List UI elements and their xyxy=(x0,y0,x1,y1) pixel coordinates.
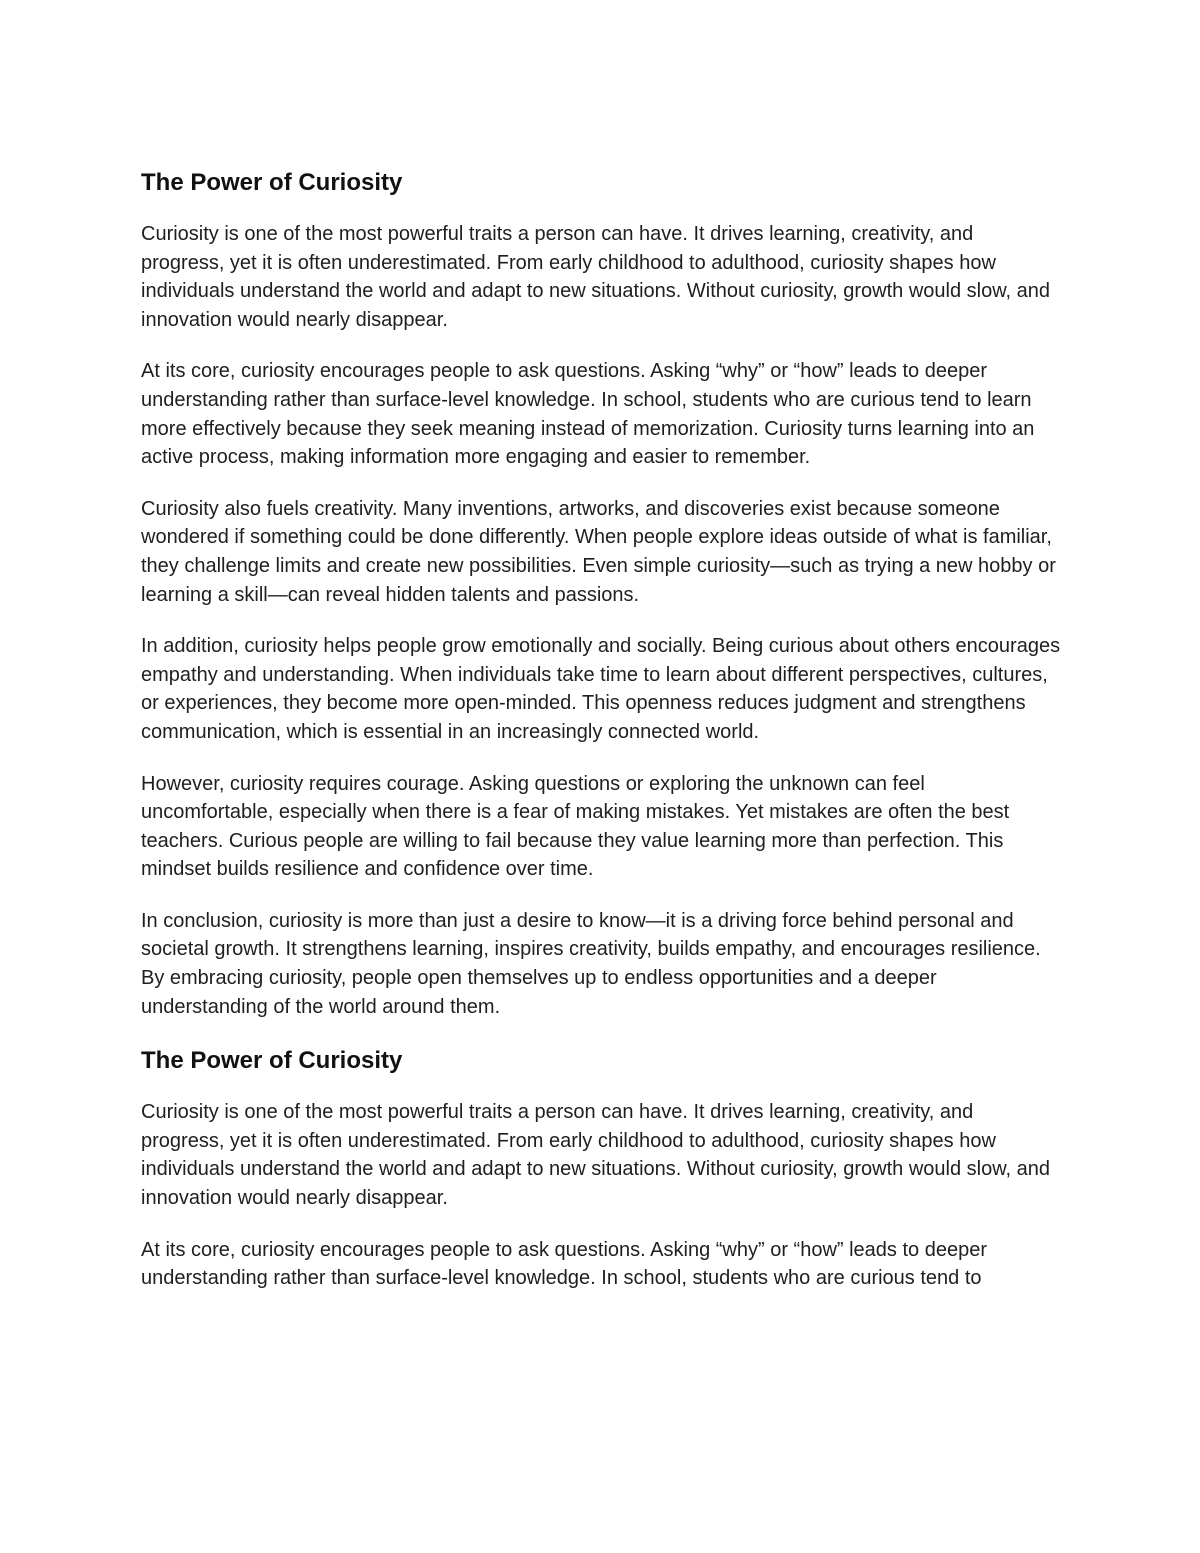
paragraph-emotional-growth: In addition, curiosity helps people grow emotionally and socially. Being curious about others encourages empathy and understanding. When individuals take time to learn about different perspectives, cultures, or experiences, they become more open-minded. This openness reduces judgment and strengthens communication, which is essential in an increasingly connected world. xyxy=(141,635,1061,743)
paragraph-creativity: Curiosity also fuels creativity. Many inventions, artworks, and discoveries exist because someone wondered if something could be done differently. When people explore ideas outside of what is familiar, they challenge limits and create new possibilities. Even simple curiosity—such as trying a new hobby or learning a skill—can reveal hidden talents and passions. xyxy=(141,497,1056,606)
essay-section-1 xyxy=(141,166,1061,1021)
paragraph-courage: However, curiosity requires courage. Asking questions or exploring the unknown can feel uncomfortable, especially when there is a fear of making mistakes. Yet mistakes are often the best teachers. Curious people are willing to fail because they value learning more than perfection. This mindset builds resilience and confidence over time. xyxy=(141,772,1010,881)
paragraph-questions: At its core, curiosity encourages people to ask questions. Asking “why” or “how” leads to deeper understanding rather than surface-level knowledge. In school, students who are curious tend to learn more effectively because they seek meaning instead of memorization. Curiosity turns learning into an active process, making information more engaging and easier to remember. xyxy=(141,360,1035,469)
essay-title-repeat: The Power of Curiosity xyxy=(141,1047,403,1075)
essay-title: The Power of Curiosity xyxy=(141,169,403,196)
paragraph-intro-repeat: Curiosity is one of the most powerful traits a person can have. It drives learning, creativity, and progress, yet it is often underestimated. From early childhood to adulthood, curiosity shapes how individuals understand the world and adapt to new situations. Without curiosity, growth would slow, and innovation would nearly disappear. xyxy=(141,1101,1051,1210)
document-body xyxy=(141,166,1061,1316)
paragraph-questions-repeat: At its core, curiosity encourages people to ask questions. Asking “why” or “how” leads to deeper understanding rather than surface-level knowledge. In school, students who are curious tend to xyxy=(141,1238,987,1290)
paragraph-conclusion: In conclusion, curiosity is more than just a desire to know—it is a driving force behind personal and societal growth. It strengthens learning, inspires creativity, builds empathy, and encourages resilience. By embracing curiosity, people open themselves up to endless opportunities and a deeper understanding of the world around them. xyxy=(141,909,1041,1018)
paragraph-intro: Curiosity is one of the most powerful traits a person can have. It drives learning, creativity, and progress, yet it is often underestimated. From early childhood to adulthood, curiosity shapes how individuals understand the world and adapt to new situations. Without curiosity, growth would slow, and innovation would nearly disappear. xyxy=(141,223,1051,331)
essay-section-2 xyxy=(141,1044,1061,1293)
